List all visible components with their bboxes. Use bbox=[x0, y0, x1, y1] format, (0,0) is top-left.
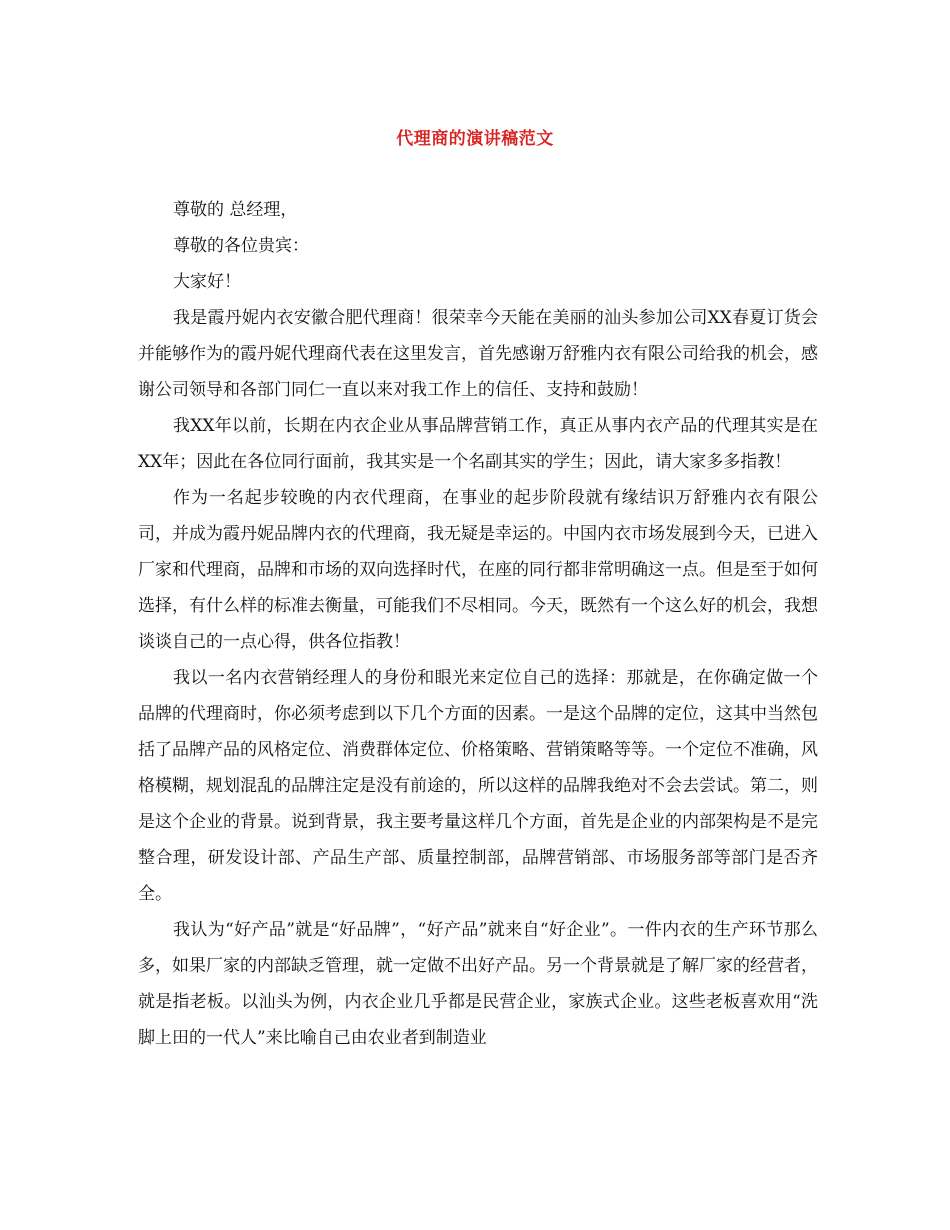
body-paragraph: 我认为“好产品”就是“好品牌”，“好产品”就来自“好企业”。一件内衣的生产环节那么多，如果厂家的内部缺乏管理，就一定做不出好产品。另一个背景就是了解厂家的经营者，就是指老板。以汕头为例，内衣企业几乎都是民营企业，家族式企业。这些老板喜欢用“洗脚上田的一代人”来比喻自己由农业者到制造业 bbox=[138, 920, 818, 1048]
body-paragraph: 我以一名内衣营销经理人的身份和眼光来定位自己的选择：那就是，在你确定做一个品牌的代理商时，你必须考虑到以下几个方面的因素。一是这个品牌的定位，这其中当然包括了品牌产品的风格定位、消费群体定位、价格策略、营销策略等等。一个定位不准确，风格模糊，规划混乱的品牌注定是没有前途的，所以这样的品牌我绝对不会去尝试。第二，则是这个企业的背景。说到背景，我主要考量这样几个方面，首先是企业的内部架构是不是完整合理，研发设计部、产品生产部、质量控制部，品牌营销部、市场服务部等部门是否齐全。 bbox=[138, 668, 818, 904]
salutation-line: 尊敬的 总经理， bbox=[173, 200, 298, 220]
document-title: 代理商的演讲稿范文 bbox=[396, 129, 554, 149]
document-body bbox=[138, 192, 818, 1056]
body-paragraph: 我是霞丹妮内衣安徽合肥代理商！很荣幸今天能在美丽的汕头参加公司XX春夏订货会并能够作为的霞丹妮代理商代表在这里发言，首先感谢万舒雅内衣有限公司给我的机会，感谢公司领导和各部门同仁一直以来对我工作上的信任、支持和鼓励！ bbox=[138, 308, 818, 400]
greeting-line: 大家好！ bbox=[173, 272, 241, 292]
body-paragraph: 我XX年以前，长期在内衣企业从事品牌营销工作，真正从事内衣产品的代理其实是在XX年；因此在各位同行面前，我其实是一个名副其实的学生；因此，请大家多多指教！ bbox=[138, 416, 818, 472]
body-paragraph: 作为一名起步较晚的内衣代理商，在事业的起步阶段就有缘结识万舒雅内衣有限公司，并成为霞丹妮品牌内衣的代理商，我无疑是幸运的。中国内衣市场发展到今天，已进入厂家和代理商，品牌和市场的双向选择时代，在座的同行都非常明确这一点。但是至于如何选择，有什么样的标准去衡量，可能我们不尽相同。今天，既然有一个这么好的机会，我想谈谈自己的一点心得，供各位指教！ bbox=[138, 488, 818, 652]
salutation-line: 尊敬的各位贵宾： bbox=[173, 236, 309, 256]
